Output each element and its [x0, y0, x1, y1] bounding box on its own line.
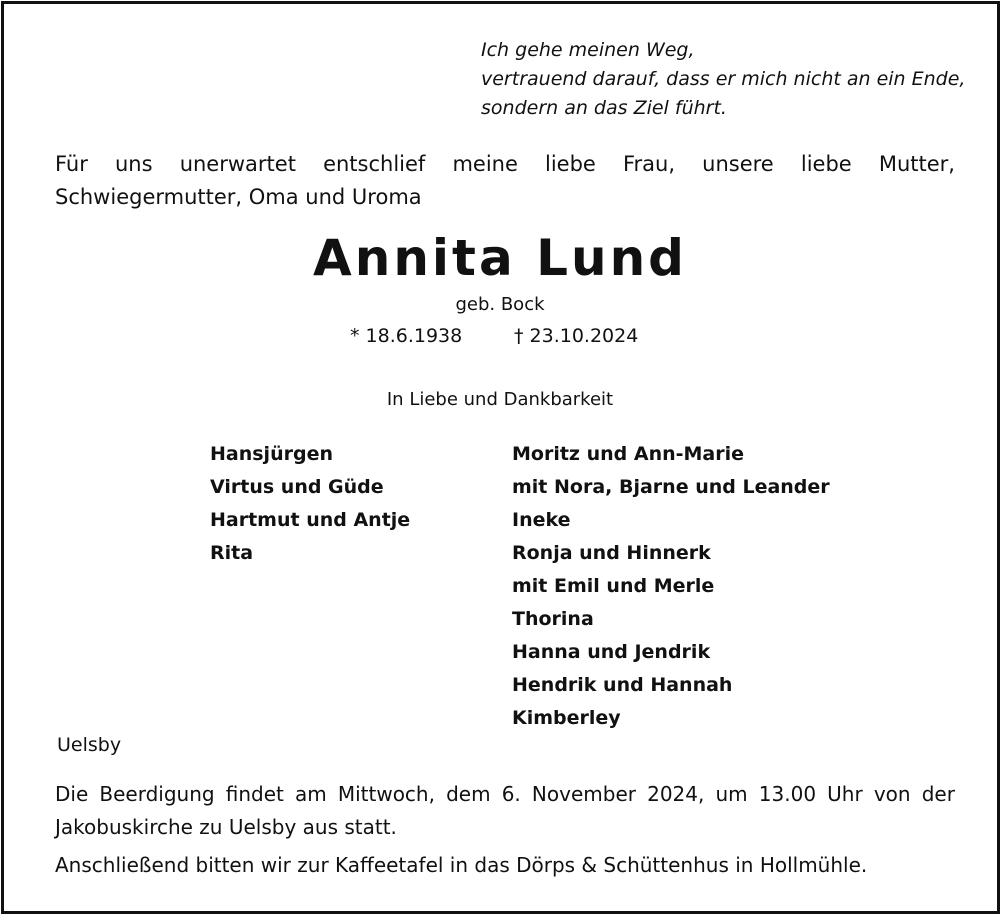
mourners-left-column [210, 438, 410, 570]
word: am [294, 782, 327, 806]
dedication: In Liebe und Dankbarkeit [386, 389, 614, 410]
word: liebe [800, 152, 852, 176]
mourner-name: Thorina [512, 608, 594, 630]
word: Frau, [622, 152, 676, 176]
reception-text: Anschließend bitten wir zur Kaffeetafel in das Dörps & Schüttenhus in Hollmühle. [55, 853, 868, 877]
word: Für [55, 152, 88, 176]
word: der [921, 782, 955, 806]
funeral-line-1 [55, 778, 955, 811]
word: 2024, [647, 782, 705, 806]
word: Uhr [827, 782, 863, 806]
word: Mittwoch, [337, 782, 435, 806]
word: von [873, 782, 911, 806]
mourner-name: Hanna und Jendrik [512, 641, 711, 663]
funeral-text [55, 778, 955, 844]
mourner-name: Ineke [512, 509, 571, 531]
word: 13.00 [758, 782, 817, 806]
word: findet [225, 782, 284, 806]
mourner-name: Hendrik und Hannah [512, 674, 733, 696]
word: dem [446, 782, 491, 806]
birth-date: * 18.6.1938 [350, 325, 463, 347]
word: um [715, 782, 748, 806]
mourner-name: mit Nora, Bjarne und Leander [512, 476, 830, 498]
maiden-name: geb. Bock [455, 294, 545, 315]
mourner-name: Kimberley [512, 707, 621, 729]
death-date: † 23.10.2024 [514, 325, 639, 347]
word: November [531, 782, 636, 806]
word: unsere [702, 152, 774, 176]
quote-line: sondern an das Ziel führt. [481, 97, 727, 119]
mourner-name: mit Emil und Merle [512, 575, 715, 597]
mourner-name: Virtus und Güde [210, 476, 384, 498]
place-name: Uelsby [57, 734, 122, 756]
mourner-name: Hansjürgen [210, 443, 333, 465]
mourners-right-column [512, 438, 830, 735]
mourner-name: Hartmut und Antje [210, 509, 411, 531]
mourner-name: Moritz und Ann-Marie [512, 443, 745, 465]
intro-line-2: Schwiegermutter, Oma und Uroma [55, 185, 422, 209]
mourner-name: Ronja und Hinnerk [512, 542, 711, 564]
word: liebe [545, 152, 596, 176]
word: Beerdigung [99, 782, 215, 806]
intro-line-1 [55, 148, 955, 181]
word: entschlief [323, 152, 426, 176]
word: Die [55, 782, 89, 806]
word: 6. [501, 782, 521, 806]
mourner-name: Rita [210, 542, 254, 564]
word: meine [452, 152, 518, 176]
word: unerwartet [179, 152, 296, 176]
deceased-name: Annita Lund [313, 229, 687, 287]
quote-line: vertrauend darauf, dass er mich nicht an ein Ende, [481, 68, 966, 90]
funeral-line-2: Jakobuskirche zu Uelsby aus statt. [55, 815, 397, 839]
word: Mutter, [878, 152, 955, 176]
word: uns [115, 152, 153, 176]
quote-block [481, 36, 965, 123]
quote-line: Ich gehe meinen Weg, [481, 39, 695, 61]
intro-text [55, 148, 955, 214]
